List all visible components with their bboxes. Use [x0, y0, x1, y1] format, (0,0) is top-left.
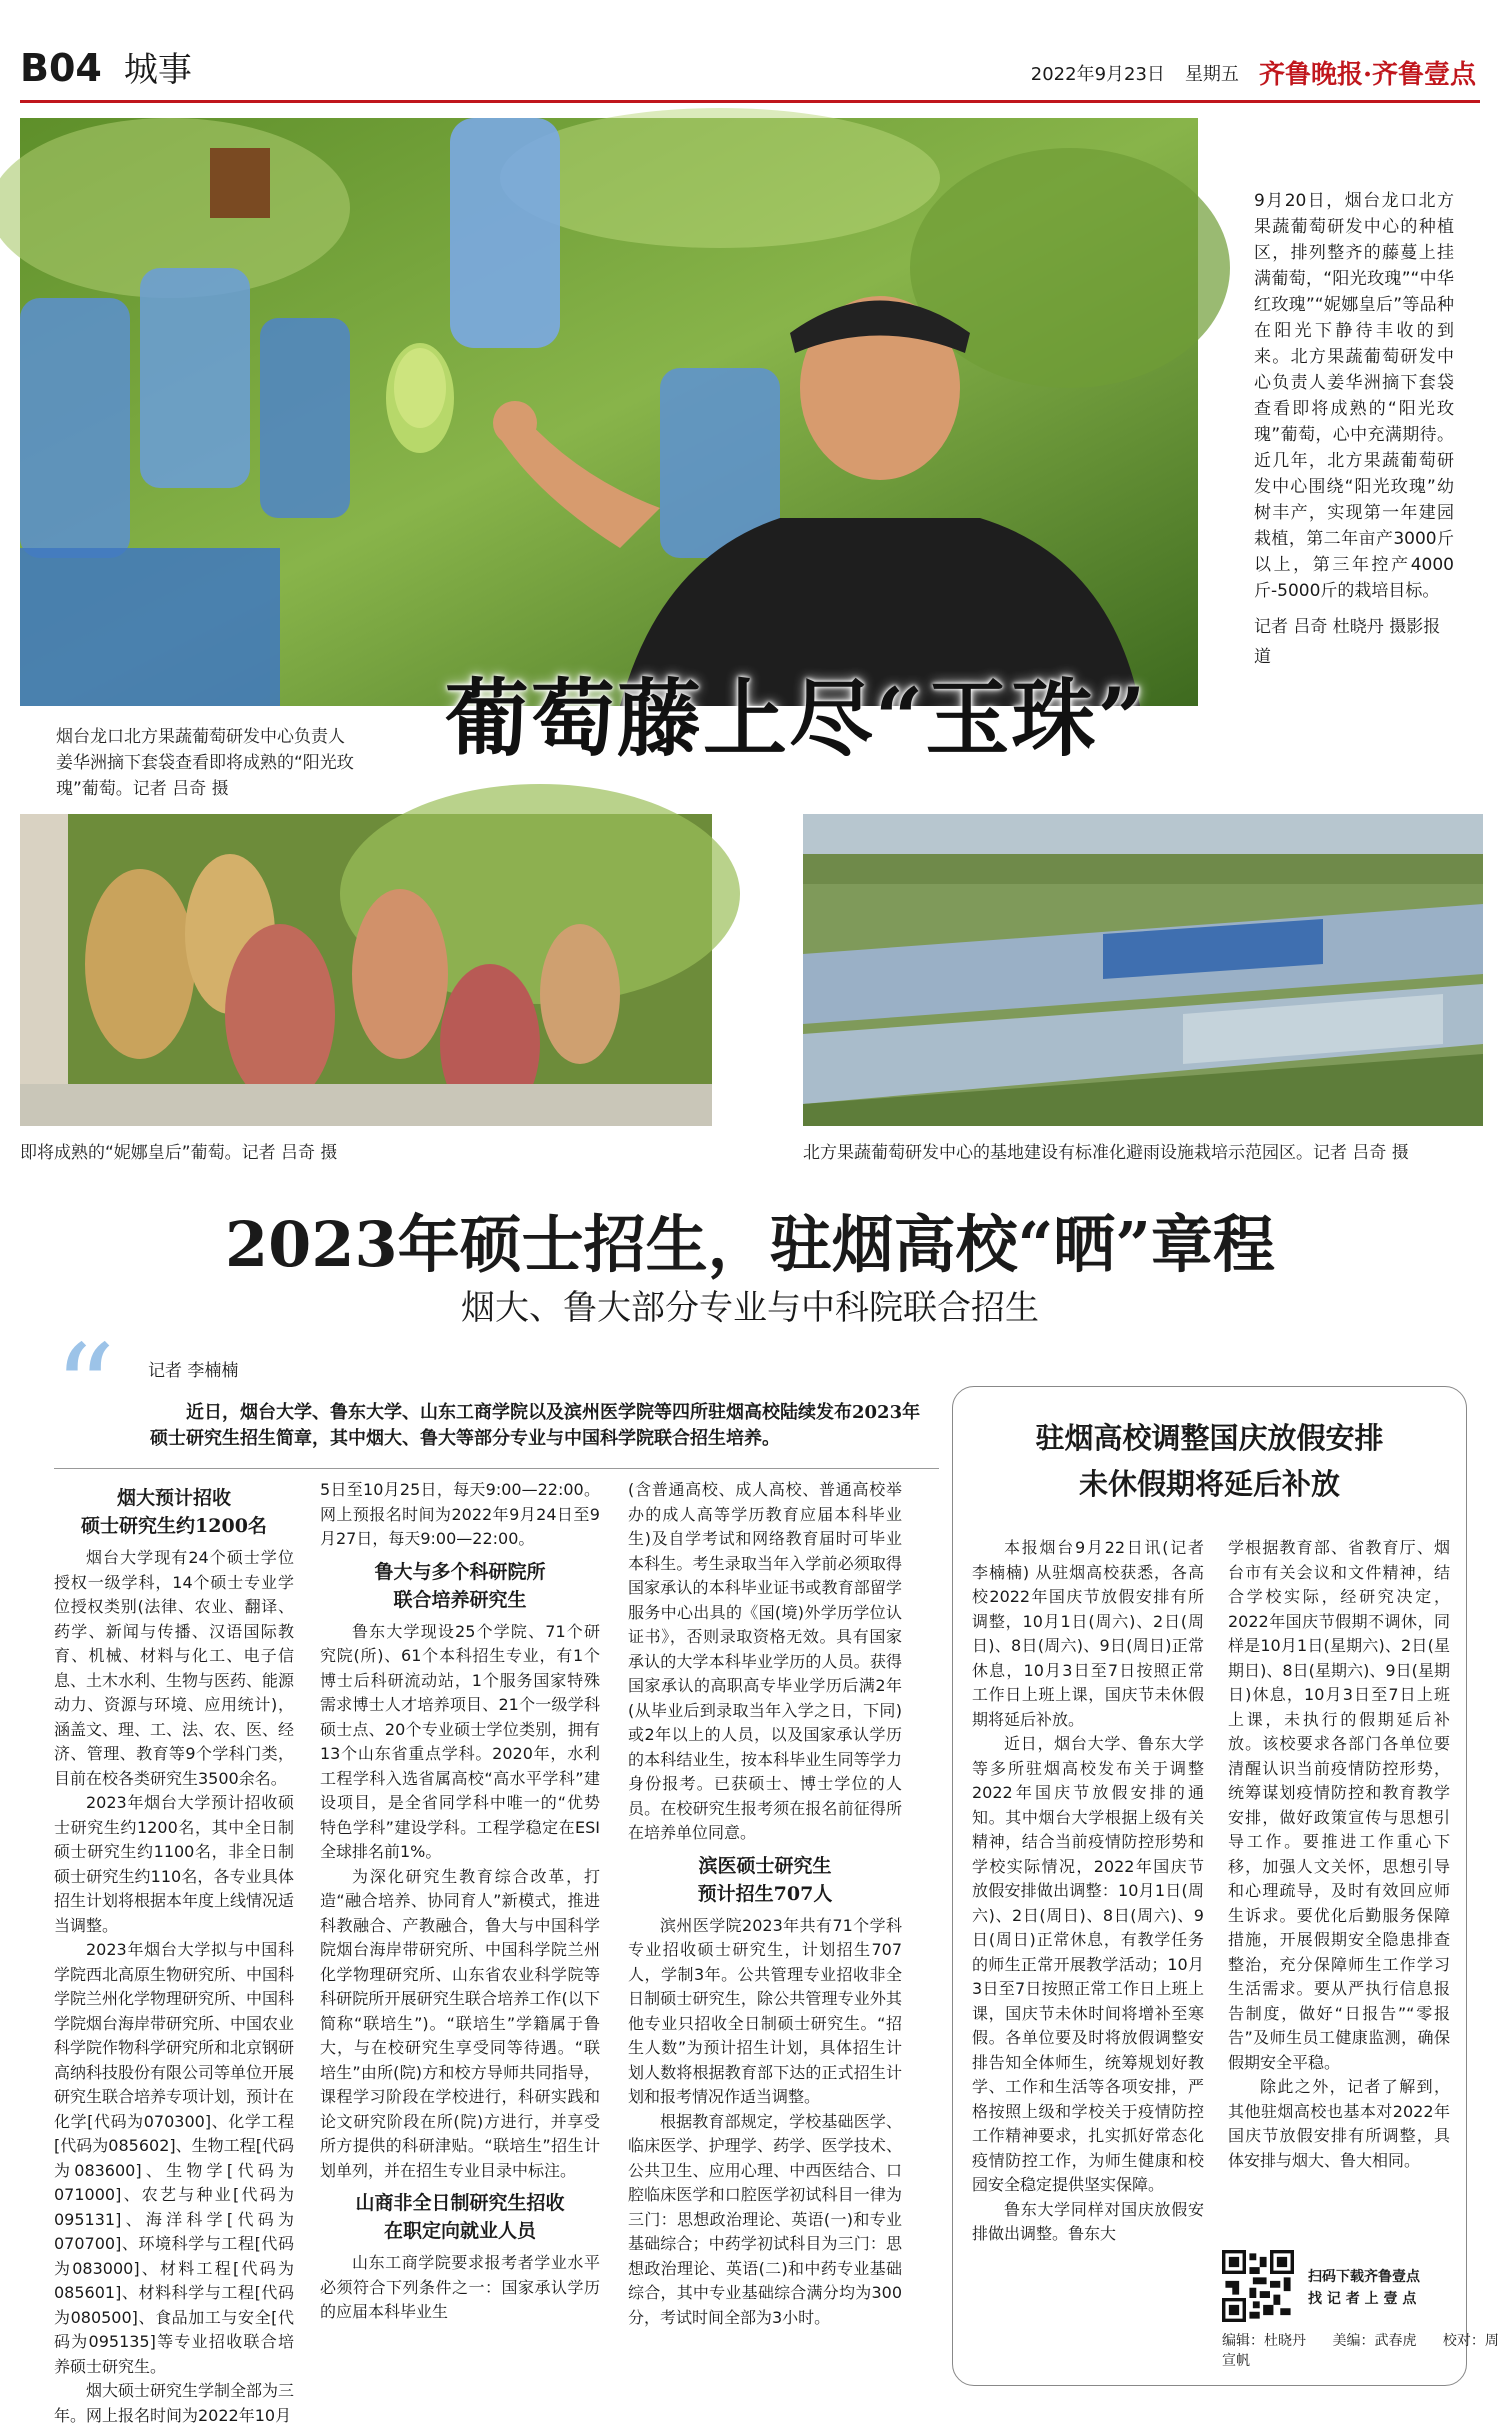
- holiday-column-1: [972, 1536, 1204, 2247]
- aerial-greenhouses-illustration: [803, 814, 1483, 1126]
- issue-weekday: 星期五: [1184, 63, 1239, 85]
- subheading-bzmc: 滨医硕士研究生 预计招生707人: [697, 1854, 833, 1905]
- quote-mark-icon: “: [54, 1320, 116, 1459]
- top-photo-grape-worker: [20, 118, 1198, 706]
- paragraph: 根据教育部规定，学校基础医学、临床医学、护理学、药学、医学技术、公共卫生、应用心理、中西医结合、口腔临床医学和口腔医学初试科目一律为三门：思想政治理论、英语(一)和专业基础综合；中药学初试科目为三门：思想政治理论、英语(二)和中药专业基础综合，其中专业基础综合满分均为300分，考试时间全部为3小时。: [628, 2111, 902, 2327]
- paragraph: 近日，烟台大学、鲁东大学等多所驻烟高校发布关于调整2022年国庆节放假安排的通知。其中烟台大学根据上级有关精神，结合当前疫情防控形势和学校实际情况，2022年国庆节放假安排做出调整：10月1日(周六)、2日(周日)、8日(周六)、9日(周日)正常休息，有教学任务的师生正常开展教学活动；10月3日至7日按照正常工作日上班上课，国庆节未休时间将增补至寒假。各单位要及时将放假调整安排告知全体师生，统筹规划好教学、工作和生活等各项安排，严格按照上级和学校关于疫情防控工作精神要求，扎实抓好常态化疫情防控工作，为师生健康和校园安全稳定提供坚实保障。: [972, 1734, 1204, 2194]
- page-header-right: [1031, 54, 1476, 91]
- article-column-2: [320, 1478, 600, 2325]
- paragraph: 山东工商学院要求报考者学业水平必须符合下列条件之一：国家承认学历的应届本科毕业生: [320, 2253, 600, 2321]
- paragraph: 学根据教育部、省教育厅、烟台市有关会议和文件精神，结合学校实际，经研究决定，2022年国庆节假期不调休，同样是10月1日(星期六)、2日(星期日)、8日(星期六)、9日(星期日)休息，10月3日至7日上班上课，未执行的假期延后补放。该校要求各部门各单位要清醒认识当前疫情防控形势，统筹谋划疫情防控和教育教学安排，做好政策宣传与思想引导工作。要推进工作重心下移，加强人文关怀，思想引导和心理疏导，及时有效回应师生诉求。要优化后勤服务保障措施，开展假期安全隐患排查整治，充分保障师生工作学习生活需求。要从严执行信息报告制度，做好“日报告”“零报告”及师生员工健康监测，确保假期安全平稳。: [1228, 1538, 1450, 2072]
- holiday-box-title: 驻烟高校调整国庆放假安排 未休假期将延后补放: [1035, 1421, 1384, 1501]
- right-photo-caption: 北方果蔬葡萄研发中心的基地建设有标准化避雨设施栽培示范园区。记者 吕奇 摄: [803, 1143, 1409, 1163]
- grape-worker-illustration: [20, 118, 1198, 706]
- paragraph: 鲁东大学现设25个学院、71个研究院(所)、61个本科招生专业，有1个博士后科研流动站，1个服务国家特殊需求博士人才培养项目、21个一级学科硕士点、20个专业硕士学位类别，拥有13个山东省重点学科。2020年，水利工程学科入选省属高校“高水平学科”建设项目，是全省同学科中唯一的“优势特色学科”建设学科。工程学稳定在ESI全球排名前1%。: [320, 1621, 600, 1861]
- paragraph: 5日至10月25日，每天9:00—22:00。网上预报名时间为2022年9月24日至9月27日，每天9:00—22:00。: [320, 1480, 600, 1548]
- editor-credit: 编辑：杜晓丹: [1222, 2333, 1306, 2349]
- paragraph: 烟台大学现有24个硕士学位授权一级学科，14个硕士专业学位授权类别(法律、农业、翻译、药学、新闻与传播、汉语国际教育、机械、材料与化工、电子信息、土木水利、生物与医药、能源动力、资源与环境、应用统计)，涵盖文、理、工、法、农、医、经济、管理、教育等9个学科门类，目前在校各类研究生3500余名。: [54, 1548, 295, 1788]
- article-column-3: [628, 1478, 902, 2330]
- paragraph: 烟大硕士研究生学制全部为三年。网上报名时间为2022年10月: [54, 2381, 295, 2425]
- qr-code-text: 扫码下载齐鲁壹点 找 记 者 上 壹 点: [1308, 2269, 1420, 2307]
- subheading-ytu: 烟大预计招收 硕士研究生约1200名: [81, 1487, 267, 1537]
- header-rule: [20, 100, 1480, 103]
- section-name: 城事: [123, 50, 192, 90]
- page-number: B04: [20, 46, 102, 90]
- paragraph: 为深化研究生教育综合改革，打造“融合培养、协同育人”新模式，推进科教融合、产教融合，鲁大与中国科学院烟台海岸带研究所、中国科学院兰州化学物理研究所、山东省农业科学院等科研院所开展研究生联合培养工作(以下简称“联培生”)。“联培生”学籍属于鲁大，与在校研究生享受同等待遇。“联培生”由所(院)方和校方导师共同指导，课程学习阶段在学校进行，科研实践和论文研究阶段在所(院)方进行，并享受所方提供的科研津贴。“联培生”招生计划单列，并在招生专业目录中标注。: [320, 1866, 600, 2180]
- grape-story-title: 葡萄藤上尽“玉珠”: [445, 669, 1148, 768]
- paragraph: 本报烟台9月22日讯(记者 李楠楠) 从驻烟高校获悉，各高校2022年国庆节放假安排有所调整，10月1日(周六)、2日(周日)、8日(周六)、9日(周日)正常休息，10月3日至7日按照正常工作日上班上课，国庆节未休假期将延后补放。: [972, 1538, 1204, 1729]
- grape-story-text: 9月20日，烟台龙口北方果蔬葡萄研发中心的种植区，排列整齐的藤蔓上挂满葡萄，“阳光玫瑰”“中华红玫瑰”“妮娜皇后”等品种在阳光下静待丰收的到来。北方果蔬葡萄研发中心负责人姜华洲摘下套袋查看即将成熟的“阳光玫瑰”葡萄，心中充满期待。近几年，北方果蔬葡萄研发中心围绕“阳光玫瑰”幼树丰产，实现第一年建园栽植，第二年亩产3000斤以上，第三年控产4000斤-5000斤的栽培目标。: [1254, 191, 1454, 601]
- proofreader-credit: 校对：周宣帆: [1222, 2333, 1499, 2369]
- article-byline: 记者 李楠楠: [148, 1361, 239, 1381]
- subheading-ldu: 鲁大与多个科研院所 联合培养研究生: [374, 1560, 546, 1611]
- lead-divider: [54, 1468, 939, 1469]
- paragraph: 2023年烟台大学拟与中国科学院西北高原生物研究所、中国科学院兰州化学物理研究所、中国科学院烟台海岸带研究所、中国农业科学院作物科学研究所和北京钢研高纳科技股份有限公司等单位开展研究生联合培养专项计划，预计在化学[代码为070300]、化学工程[代码为085602]、生物工程[代码为083600]、生物学[代码为071000]、农艺与种业[代码为095131]、海洋科学[代码为070700]、环境科学与工程[代码为083000]、材料工程[代码为085601]、材料科学与工程[代码为080500]、食品加工与安全[代码为095135]等专业招收联合培养硕士研究生。: [54, 1940, 295, 2376]
- issue-date: 2022年9月23日: [1030, 63, 1165, 85]
- paragraph: 2023年烟台大学预计招收硕士研究生约1200名，其中全日制硕士研究生约1100名，非全日制硕士研究生约110名，各专业具体招生计划将根据本年度上线情况适当调整。: [54, 1793, 295, 1935]
- main-headline: 2023年硕士招生，驻烟高校“晒”章程: [225, 1208, 1275, 1281]
- photo-aerial-greenhouses: [803, 814, 1483, 1126]
- holiday-column-2: [1228, 1536, 1450, 2173]
- page-header-section: [20, 42, 192, 91]
- paragraph: 滨州医学院2023年共有71个学科专业招收硕士研究生，计划招生707人，学制3年。公共管理专业招收非全日制硕士研究生，除公共管理专业外其他专业只招收全日制硕士研究生。“招生人数”为预计招生计划，具体招生计划人数将根据教育部下达的正式招生计划和报考情况作适当调整。: [628, 1915, 902, 2106]
- article-column-1: [54, 1478, 294, 2428]
- paragraph: (含普通高校、成人高校、普通高校举办的成人高等学历教育应届本科毕业生)及自学考试和网络教育届时可毕业本科生。考生录取当年入学前必须取得国家承认的本科毕业证书或教育部留学服务中心出具的《国(境)外学历学位认证书》，否则录取资格无效。具有国家承认的大学本科毕业学历的人员。获得国家承认的高职高专毕业学历后满2年(从毕业后到录取当年入学之日，下同)或2年以上的人员，以及国家承认学历的本科结业生，按本科毕业生同等学力身份报考。已获硕士、博士学位的人员。在校研究生报考须在报名前征得所在培养单位同意。: [628, 1480, 902, 1842]
- grape-story-byline: 记者 吕奇 杜晓丹 摄影报道: [1254, 617, 1441, 667]
- paragraph: 除此之外，记者了解到，其他驻烟高校也基本对2022年国庆节放假安排有所调整，具体安排与烟大、鲁大相同。: [1228, 2077, 1450, 2170]
- main-subheadline: 烟大、鲁大部分专业与中科院联合招生: [461, 1288, 1039, 1328]
- article-lead: 近日，烟台大学、鲁东大学、山东工商学院以及滨州医学院等四所驻烟高校陆续发布2023年硕士研究生招生简章，其中烟大、鲁大等部分专业与中国科学院联合招生培养。: [150, 1402, 921, 1449]
- qr-code-graphic: [1222, 2250, 1294, 2322]
- designer-credit: 美编：武春虎: [1332, 2333, 1417, 2349]
- top-photo-caption: 烟台龙口北方果蔬葡萄研发中心负责人姜华洲摘下套袋查看即将成熟的“阳光玫瑰”葡萄。记者 吕奇 摄: [56, 727, 354, 799]
- qr-code-icon[interactable]: [1222, 2250, 1294, 2322]
- editor-credits: [1222, 2330, 1500, 2370]
- paragraph: 鲁东大学同样对国庆放假安排做出调整。鲁东大: [972, 2199, 1204, 2243]
- left-photo-caption: 即将成熟的“妮娜皇后”葡萄。记者 吕奇 摄: [20, 1143, 338, 1163]
- newspaper-brand-logo: 齐鲁晚报·齐鲁壹点: [1258, 60, 1476, 90]
- grape-clusters-illustration: [20, 814, 712, 1126]
- photo-grape-clusters: [20, 814, 712, 1126]
- subheading-sdtbu: 山商非全日制研究生招收 在职定向就业人员: [355, 2192, 565, 2242]
